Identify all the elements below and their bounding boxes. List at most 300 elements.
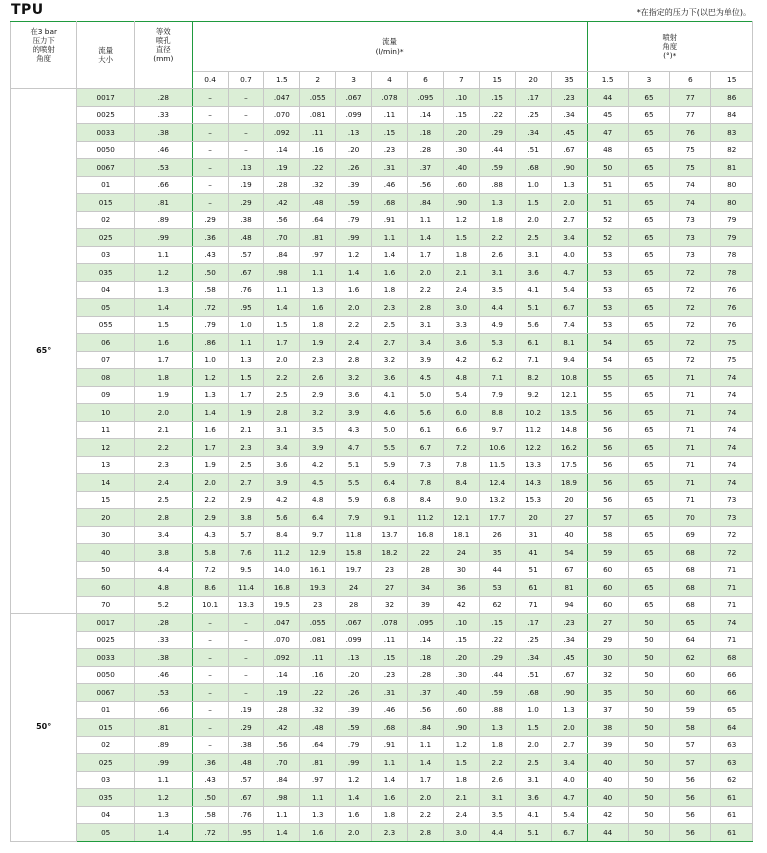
flow-value-cell: 1.0: [192, 351, 228, 369]
flow-value-cell: 16.8: [264, 579, 300, 597]
flow-value-cell: 12.4: [479, 474, 515, 492]
spray-angle-cell: 51: [587, 176, 628, 194]
flow-value-cell: 18.9: [551, 474, 587, 492]
spray-angle-group-label: 50°: [11, 614, 77, 842]
spray-angle-cell: 73: [711, 491, 753, 509]
flow-value-cell: 4.2: [443, 351, 479, 369]
flow-value-cell: 1.7: [407, 771, 443, 789]
spray-angle-cell: 74: [711, 386, 753, 404]
flow-value-cell: 1.4: [407, 754, 443, 772]
table-row: [11, 561, 753, 579]
spray-angle-cell: 65: [628, 264, 669, 282]
orifice-diameter-cell: 3.4: [134, 526, 192, 544]
spray-angle-cell: 55: [587, 386, 628, 404]
flow-value-cell: .48: [228, 754, 264, 772]
spray-angle-cell: 50: [628, 789, 669, 807]
flow-value-cell: .76: [228, 806, 264, 824]
flow-value-cell: 3.1: [407, 316, 443, 334]
flow-value-cell: 1.8: [372, 281, 408, 299]
spray-angle-cell: 65: [628, 211, 669, 229]
flow-value-cell: 54: [551, 544, 587, 562]
flow-value-cell: .90: [551, 684, 587, 702]
spray-angle-cell: 65: [628, 229, 669, 247]
spray-angle-cell: 65: [628, 316, 669, 334]
angle-pressure-header: 15: [711, 72, 753, 89]
flow-value-cell: .22: [479, 106, 515, 124]
flow-value-cell: .20: [443, 124, 479, 142]
flow-value-cell: 1.3: [479, 719, 515, 737]
flow-value-cell: 3.6: [264, 456, 300, 474]
spray-angle-cell: 50: [628, 666, 669, 684]
flow-value-cell: .51: [515, 666, 551, 684]
spray-angle-cell: 60: [587, 579, 628, 597]
spray-angle-cell: 75: [670, 159, 711, 177]
table-row: [11, 789, 753, 807]
orifice-diameter-cell: 2.3: [134, 456, 192, 474]
flow-value-cell: –: [228, 684, 264, 702]
flow-value-cell: 1.8: [372, 806, 408, 824]
flow-value-cell: .11: [372, 106, 408, 124]
flow-value-cell: 3.3: [443, 316, 479, 334]
flow-size-cell: 0017: [77, 89, 135, 107]
flow-value-cell: .23: [551, 89, 587, 107]
spray-angle-cell: 65: [628, 544, 669, 562]
flow-value-cell: .44: [479, 141, 515, 159]
flow-value-cell: 13.2: [479, 491, 515, 509]
flow-value-cell: .34: [551, 106, 587, 124]
flow-value-cell: 3.6: [443, 334, 479, 352]
flow-value-cell: .72: [192, 824, 228, 842]
flow-value-cell: 1.9: [228, 404, 264, 422]
flow-value-cell: 18.2: [372, 544, 408, 562]
spray-angle-cell: 60: [587, 596, 628, 614]
flow-pressure-header: 7: [443, 72, 479, 89]
flow-value-cell: 4.4: [479, 824, 515, 842]
flow-pressure-header: 35: [551, 72, 587, 89]
flow-value-cell: .32: [300, 176, 336, 194]
spray-angle-cell: 56: [587, 421, 628, 439]
flow-value-cell: 4.0: [551, 771, 587, 789]
flow-value-cell: .11: [300, 649, 336, 667]
spray-angle-cell: 39: [587, 736, 628, 754]
flow-value-cell: 2.8: [407, 299, 443, 317]
flow-value-cell: 3.4: [551, 229, 587, 247]
table-row: [11, 176, 753, 194]
spray-angle-cell: 44: [587, 89, 628, 107]
flow-value-cell: 1.7: [407, 246, 443, 264]
spray-angle-cell: 73: [670, 246, 711, 264]
flow-value-cell: 32: [372, 596, 408, 614]
flow-value-cell: 1.5: [443, 229, 479, 247]
orifice-diameter-cell: 2.0: [134, 404, 192, 422]
flow-value-cell: 2.2: [192, 491, 228, 509]
flow-value-cell: .50: [192, 264, 228, 282]
flow-value-cell: 2.4: [443, 281, 479, 299]
orifice-diameter-cell: 5.2: [134, 596, 192, 614]
flow-value-cell: 2.8: [407, 824, 443, 842]
flow-value-cell: 1.6: [336, 281, 372, 299]
flow-value-cell: 28: [407, 561, 443, 579]
flow-value-cell: 5.3: [479, 334, 515, 352]
table-row: [11, 194, 753, 212]
spray-angle-cell: 72: [670, 299, 711, 317]
flow-value-cell: .68: [372, 194, 408, 212]
flow-value-cell: 2.0: [336, 824, 372, 842]
flow-value-cell: .36: [192, 229, 228, 247]
spray-angle-cell: 53: [587, 316, 628, 334]
spray-angle-cell: 80: [711, 176, 753, 194]
table-row: [11, 334, 753, 352]
flow-value-cell: .43: [192, 771, 228, 789]
flow-value-cell: 1.8: [300, 316, 336, 334]
flow-value-cell: .13: [336, 124, 372, 142]
flow-value-cell: 3.8: [228, 509, 264, 527]
flow-value-cell: 2.0: [192, 474, 228, 492]
orifice-diameter-cell: .81: [134, 719, 192, 737]
flow-value-cell: 2.9: [300, 386, 336, 404]
spray-angle-cell: 55: [587, 369, 628, 387]
flow-value-cell: .15: [372, 649, 408, 667]
table-row: [11, 544, 753, 562]
flow-value-cell: 11.2: [264, 544, 300, 562]
table-row: [11, 631, 753, 649]
flow-value-cell: 3.6: [372, 369, 408, 387]
flow-value-cell: .68: [515, 159, 551, 177]
flow-value-cell: .20: [336, 666, 372, 684]
flow-value-cell: 41: [515, 544, 551, 562]
flow-value-cell: 16.2: [551, 439, 587, 457]
flow-value-cell: .34: [515, 124, 551, 142]
flow-value-cell: 6.4: [300, 509, 336, 527]
flow-value-cell: 6.2: [479, 351, 515, 369]
flow-value-cell: .67: [228, 264, 264, 282]
flow-value-cell: –: [228, 141, 264, 159]
flow-value-cell: 1.9: [300, 334, 336, 352]
flow-value-cell: .59: [479, 684, 515, 702]
flow-value-cell: 4.3: [192, 526, 228, 544]
flow-value-cell: 24: [443, 544, 479, 562]
flow-size-cell: 0017: [77, 614, 135, 632]
spray-angle-cell: 72: [670, 281, 711, 299]
flow-value-cell: .48: [228, 229, 264, 247]
orifice-diameter-cell: 1.8: [134, 369, 192, 387]
flow-value-cell: 3.1: [264, 421, 300, 439]
flow-value-cell: .28: [264, 176, 300, 194]
flow-value-cell: 1.1: [300, 789, 336, 807]
flow-value-cell: 3.2: [300, 404, 336, 422]
spray-angle-cell: 50: [628, 649, 669, 667]
flow-value-cell: 8.2: [515, 369, 551, 387]
spray-angle-cell: 56: [587, 491, 628, 509]
spray-angle-cell: 68: [711, 649, 753, 667]
flow-value-cell: 5.1: [515, 299, 551, 317]
flow-value-cell: 3.0: [443, 299, 479, 317]
flow-value-cell: 6.4: [372, 474, 408, 492]
flow-value-cell: 19.5: [264, 596, 300, 614]
flow-value-cell: .95: [228, 299, 264, 317]
spray-angle-cell: 66: [711, 684, 753, 702]
orifice-diameter-cell: 1.1: [134, 246, 192, 264]
flow-value-cell: .58: [192, 281, 228, 299]
spray-angle-cell: 56: [587, 404, 628, 422]
flow-value-cell: .44: [479, 666, 515, 684]
flow-value-cell: 4.3: [336, 421, 372, 439]
flow-value-cell: 13.3: [228, 596, 264, 614]
spray-angle-cell: 68: [670, 579, 711, 597]
flow-value-cell: 7.8: [407, 474, 443, 492]
flow-value-cell: .45: [551, 649, 587, 667]
flow-value-cell: .59: [336, 194, 372, 212]
flow-value-cell: 1.7: [192, 439, 228, 457]
spray-angle-cell: 63: [711, 754, 753, 772]
flow-value-cell: 94: [551, 596, 587, 614]
flow-value-cell: 4.0: [551, 246, 587, 264]
flow-value-cell: .11: [372, 631, 408, 649]
page-title: TPU: [11, 2, 44, 18]
flow-value-cell: 10.6: [479, 439, 515, 457]
flow-value-cell: 1.4: [372, 246, 408, 264]
flow-value-cell: 1.5: [515, 719, 551, 737]
flow-value-cell: 6.8: [372, 491, 408, 509]
flow-value-cell: .14: [407, 631, 443, 649]
flow-value-cell: 5.7: [228, 526, 264, 544]
flow-value-cell: .17: [515, 89, 551, 107]
spray-angle-cell: 86: [711, 89, 753, 107]
spray-angle-cell: 53: [587, 299, 628, 317]
flow-value-cell: 8.1: [551, 334, 587, 352]
flow-value-cell: 2.6: [479, 246, 515, 264]
spray-angle-cell: 74: [670, 194, 711, 212]
flow-size-cell: 0033: [77, 124, 135, 142]
flow-value-cell: 2.0: [407, 264, 443, 282]
orifice-diameter-cell: .89: [134, 211, 192, 229]
size-column-header: 流量 大小: [77, 22, 135, 89]
table-row: [11, 579, 753, 597]
spray-angle-cell: 74: [711, 404, 753, 422]
flow-value-cell: 2.0: [551, 194, 587, 212]
flow-value-cell: 12.2: [515, 439, 551, 457]
flow-value-cell: 1.6: [372, 264, 408, 282]
flow-value-cell: 5.6: [264, 509, 300, 527]
flow-value-cell: .29: [228, 719, 264, 737]
flow-value-cell: .90: [443, 719, 479, 737]
spray-angle-cell: 75: [711, 334, 753, 352]
flow-value-cell: 1.3: [300, 281, 336, 299]
spray-angle-cell: 50: [587, 159, 628, 177]
spray-angle-cell: 65: [628, 159, 669, 177]
flow-value-cell: 5.0: [407, 386, 443, 404]
flow-value-cell: .20: [336, 141, 372, 159]
spray-angle-cell: 73: [711, 509, 753, 527]
flow-value-cell: 4.5: [407, 369, 443, 387]
flow-value-cell: .18: [407, 124, 443, 142]
flow-value-cell: 3.6: [336, 386, 372, 404]
flow-value-cell: 15.3: [515, 491, 551, 509]
flow-value-cell: .15: [372, 124, 408, 142]
flow-value-cell: 1.4: [336, 264, 372, 282]
flow-value-cell: 1.4: [372, 771, 408, 789]
flow-value-cell: 1.7: [228, 386, 264, 404]
flow-value-cell: .88: [479, 701, 515, 719]
spray-angle-cell: 75: [711, 351, 753, 369]
spray-angle-cell: 60: [670, 666, 711, 684]
orifice-diameter-cell: 3.8: [134, 544, 192, 562]
orifice-diameter-cell: .38: [134, 124, 192, 142]
flow-size-cell: 0033: [77, 649, 135, 667]
flow-value-cell: .055: [300, 614, 336, 632]
flow-size-cell: 01: [77, 701, 135, 719]
orifice-diameter-cell: 4.8: [134, 579, 192, 597]
spray-angle-cell: 65: [628, 561, 669, 579]
flow-value-cell: 3.1: [515, 246, 551, 264]
flow-size-cell: 0067: [77, 159, 135, 177]
orifice-diameter-cell: .28: [134, 89, 192, 107]
spray-angle-cell: 71: [711, 596, 753, 614]
flow-value-cell: 13.7: [372, 526, 408, 544]
flow-value-cell: 4.2: [300, 456, 336, 474]
orifice-diameter-cell: 2.2: [134, 439, 192, 457]
flow-value-cell: .32: [300, 701, 336, 719]
flow-value-cell: 8.4: [443, 474, 479, 492]
spray-angle-cell: 70: [670, 509, 711, 527]
flow-value-cell: .078: [372, 89, 408, 107]
spray-angle-cell: 59: [587, 544, 628, 562]
flow-value-cell: 5.4: [551, 806, 587, 824]
flow-value-cell: 1.5: [264, 316, 300, 334]
flow-value-cell: .31: [372, 159, 408, 177]
flow-value-cell: 2.3: [372, 299, 408, 317]
spray-angle-cell: 76: [711, 281, 753, 299]
spray-angle-cell: 50: [628, 614, 669, 632]
flow-value-cell: –: [192, 194, 228, 212]
orifice-diameter-cell: .53: [134, 159, 192, 177]
flow-value-cell: 3.9: [336, 404, 372, 422]
flow-value-cell: .30: [443, 666, 479, 684]
table-row: [11, 386, 753, 404]
flow-size-cell: 035: [77, 789, 135, 807]
flow-value-cell: 5.8: [192, 544, 228, 562]
flow-size-cell: 015: [77, 194, 135, 212]
spray-angle-cell: 74: [711, 439, 753, 457]
flow-value-cell: 51: [515, 561, 551, 579]
spray-angle-cell: 62: [670, 649, 711, 667]
table-row: [11, 684, 753, 702]
flow-value-cell: 2.7: [551, 211, 587, 229]
table-row: [11, 89, 753, 107]
flow-value-cell: 2.4: [443, 806, 479, 824]
spray-angle-group-label: 65°: [11, 89, 77, 614]
flow-value-cell: 3.2: [372, 351, 408, 369]
flow-value-cell: 3.4: [264, 439, 300, 457]
flow-value-cell: 3.5: [300, 421, 336, 439]
flow-value-cell: 31: [515, 526, 551, 544]
flow-value-cell: 3.2: [336, 369, 372, 387]
flow-value-cell: 14.0: [264, 561, 300, 579]
flow-value-cell: 81: [551, 579, 587, 597]
flow-value-cell: .42: [264, 194, 300, 212]
spray-angle-cell: 74: [670, 176, 711, 194]
flow-value-cell: .38: [228, 211, 264, 229]
flow-value-cell: 5.6: [515, 316, 551, 334]
flow-value-cell: 4.7: [336, 439, 372, 457]
spray-angle-cell: 80: [711, 194, 753, 212]
table-row: [11, 246, 753, 264]
flow-value-cell: 30: [443, 561, 479, 579]
table-row: [11, 666, 753, 684]
table-row: [11, 351, 753, 369]
flow-value-cell: .57: [228, 246, 264, 264]
flow-value-cell: .26: [336, 684, 372, 702]
flow-value-cell: .64: [300, 211, 336, 229]
spray-angle-cell: 56: [670, 789, 711, 807]
spray-angle-cell: 61: [711, 806, 753, 824]
flow-value-cell: .39: [336, 176, 372, 194]
spray-angle-cell: 56: [587, 456, 628, 474]
flow-value-cell: .68: [372, 719, 408, 737]
flow-value-cell: 1.1: [372, 229, 408, 247]
spray-angle-cell: 65: [628, 141, 669, 159]
flow-value-cell: .23: [551, 614, 587, 632]
spray-angle-cell: 54: [587, 351, 628, 369]
flow-value-cell: .22: [300, 684, 336, 702]
flow-value-cell: 5.4: [551, 281, 587, 299]
flow-value-cell: 62: [479, 596, 515, 614]
flow-value-cell: .45: [551, 124, 587, 142]
flow-value-cell: 1.1: [372, 754, 408, 772]
spec-table: [10, 21, 753, 842]
spray-angle-cell: 50: [628, 736, 669, 754]
flow-value-cell: 15.8: [336, 544, 372, 562]
flow-value-cell: .15: [443, 631, 479, 649]
flow-value-cell: .68: [515, 684, 551, 702]
flow-value-cell: 1.7: [264, 334, 300, 352]
spray-angle-cell: 65: [711, 701, 753, 719]
orifice-diameter-cell: 2.5: [134, 491, 192, 509]
spray-angle-cell: 65: [628, 456, 669, 474]
flow-value-cell: 1.2: [192, 369, 228, 387]
orifice-diameter-cell: 1.2: [134, 264, 192, 282]
flow-value-cell: 2.2: [264, 369, 300, 387]
flow-value-cell: 1.8: [479, 211, 515, 229]
spray-angle-cell: 54: [587, 334, 628, 352]
flow-value-cell: 67: [551, 561, 587, 579]
table-row: [11, 421, 753, 439]
flow-value-cell: 7.1: [479, 369, 515, 387]
flow-value-cell: .070: [264, 631, 300, 649]
flow-value-cell: –: [228, 631, 264, 649]
flow-value-cell: .76: [228, 281, 264, 299]
orifice-diameter-cell: .28: [134, 614, 192, 632]
table-row: [11, 281, 753, 299]
flow-value-cell: .11: [300, 124, 336, 142]
flow-value-cell: 2.6: [479, 771, 515, 789]
flow-value-cell: .98: [264, 789, 300, 807]
flow-value-cell: 9.2: [515, 386, 551, 404]
spray-angle-cell: 65: [628, 526, 669, 544]
flow-value-cell: 1.1: [407, 211, 443, 229]
flow-value-cell: 9.7: [479, 421, 515, 439]
flow-value-cell: 5.4: [443, 386, 479, 404]
table-row: [11, 491, 753, 509]
flow-value-cell: 1.1: [300, 264, 336, 282]
flow-value-cell: 2.0: [407, 789, 443, 807]
flow-size-cell: 20: [77, 509, 135, 527]
spray-angle-cell: 27: [587, 614, 628, 632]
flow-value-cell: .29: [228, 194, 264, 212]
table-row: [11, 649, 753, 667]
flow-value-cell: .59: [479, 159, 515, 177]
flow-value-cell: 61: [515, 579, 551, 597]
